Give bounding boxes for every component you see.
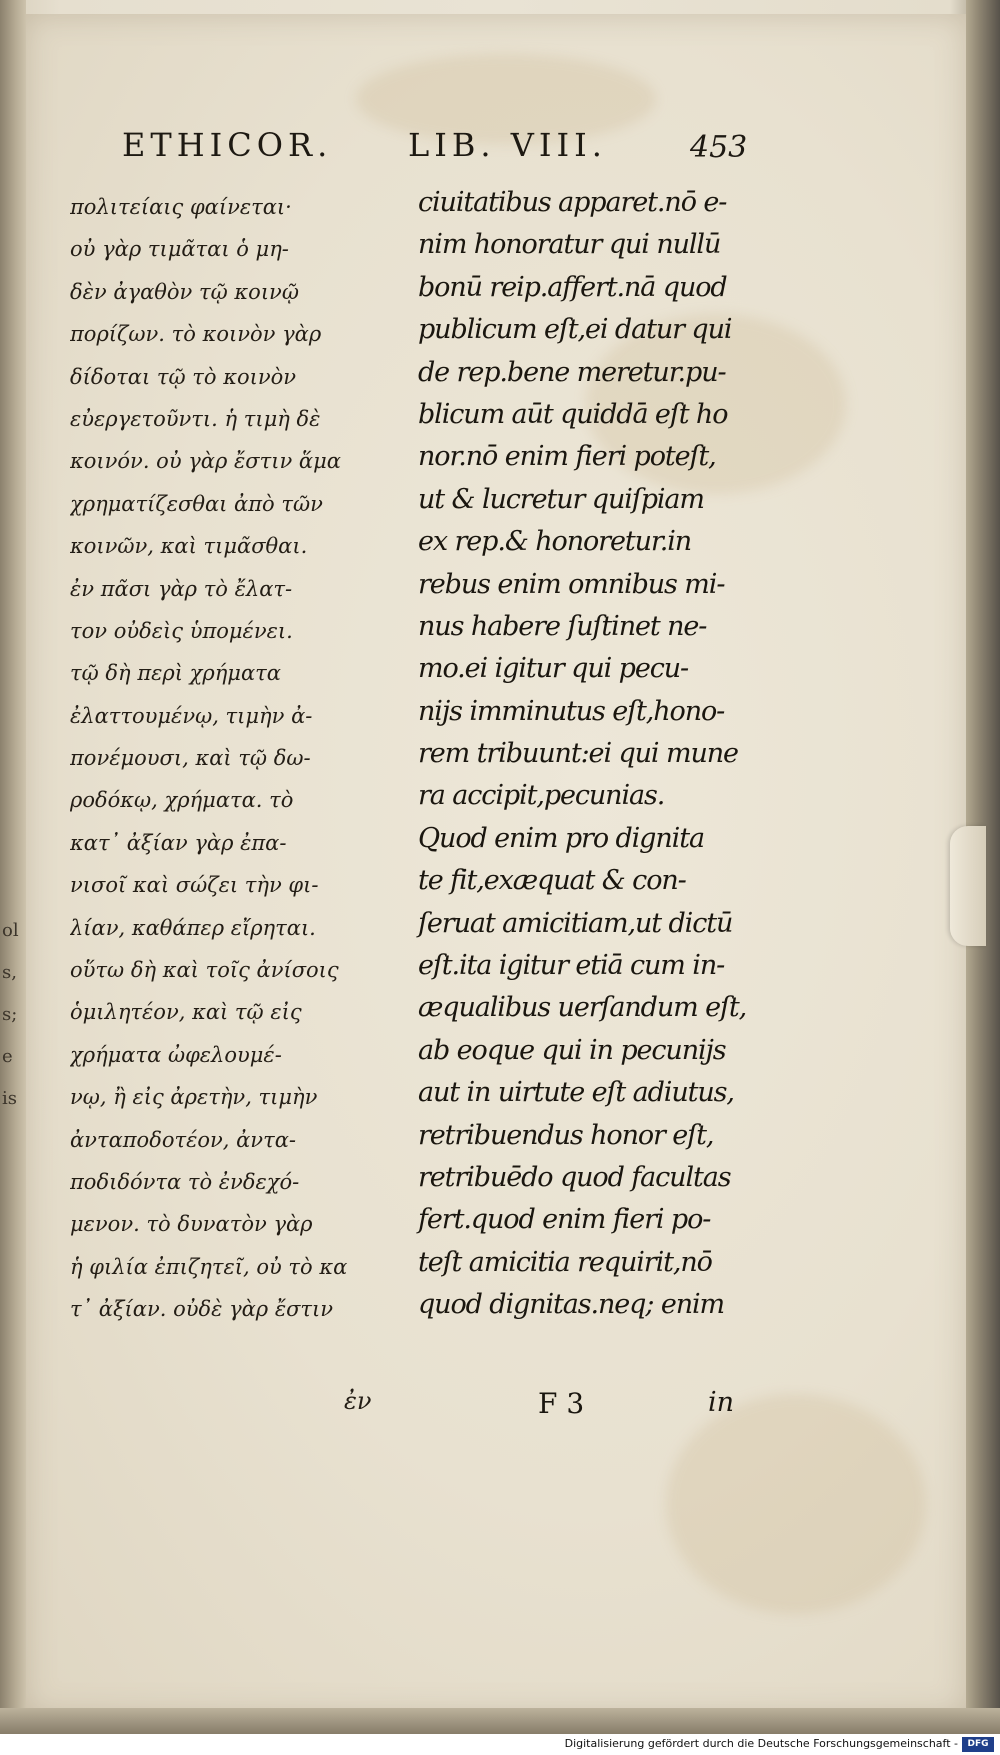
- greek-line: εὐεργετοῦντι. ἡ τιμὴ δὲ: [70, 406, 321, 431]
- latin-line: rebus enim omnibus mi-: [418, 568, 725, 600]
- signature-mark: F 3: [538, 1387, 585, 1420]
- latin-line: aut in uirtute eſt adiutus,: [418, 1077, 734, 1109]
- page-number: 453: [690, 130, 748, 165]
- latin-line: nim honoratur qui nullū: [418, 229, 721, 261]
- latin-line: retribuēdo quod facultas: [418, 1161, 731, 1193]
- dfg-logo: DFG: [962, 1737, 994, 1752]
- gutter-fragment: s,: [2, 962, 17, 983]
- funding-credit: Digitalisierung gefördert durch die Deutsche Forschungsgemeinschaft -: [564, 1737, 958, 1750]
- gutter-fragments: [2, 0, 24, 1755]
- page-tab: [950, 826, 986, 946]
- latin-line: rem tribuunt:ei qui mune: [418, 738, 738, 770]
- latin-line: retribuendus honor eſt,: [418, 1119, 714, 1151]
- latin-text-column: [418, 182, 748, 1327]
- greek-line: λίαν, καθάπερ εἴρηται.: [70, 915, 316, 940]
- greek-line: χρηματίζεσθαι ἀπὸ τῶν: [70, 491, 323, 516]
- greek-line: χρήματα ὠφελουμέ-: [70, 1042, 282, 1067]
- latin-line: ciuitatibus apparet.nō e-: [418, 187, 727, 218]
- greek-line: πολιτείαις φαίνεται·: [70, 195, 292, 219]
- greek-line: ποδιδόντα τὸ ἐνδεχό-: [70, 1169, 300, 1194]
- latin-line: ra accipit,pecunias.: [418, 780, 665, 812]
- book-page: [26, 14, 966, 1714]
- gutter-fragment: e: [2, 1046, 13, 1067]
- gutter-fragment: is: [2, 1088, 17, 1109]
- greek-line: τῷ δὴ περὶ χρήματα: [70, 661, 281, 686]
- latin-line: Quod enim pro dignita: [418, 822, 704, 854]
- gutter-fragment: s;: [2, 1004, 18, 1025]
- greek-line: πονέμουσι, καὶ τῷ δω-: [70, 746, 311, 771]
- greek-line: μενον. τὸ δυνατὸν γὰρ: [70, 1212, 313, 1237]
- latin-line: æqualibus uerſandum eſt,: [418, 992, 747, 1024]
- latin-line: mo.ei igitur qui pecu-: [418, 653, 689, 685]
- greek-line: κοινῶν, καὶ τιμᾶσθαι.: [70, 534, 308, 559]
- greek-line: ἡ φιλία ἐπιζητεῖ, οὐ τὸ κα: [70, 1254, 348, 1279]
- greek-line: οὕτω δὴ καὶ τοῖς ἀνίσοις: [70, 958, 339, 983]
- page-stain: [666, 1394, 926, 1614]
- greek-line: κοινόν. οὐ γὰρ ἔστιν ἅμα: [70, 449, 341, 474]
- latin-line: de rep.bene meretur.pu-: [418, 356, 726, 388]
- latin-line: nus habere ſuſtinet ne-: [418, 610, 707, 642]
- bottom-page-edge: [0, 1708, 1000, 1734]
- latin-line: ex rep.& honoretur.in: [418, 526, 692, 558]
- greek-line: οὐ γὰρ τιμᾶται ὁ μη-: [70, 237, 289, 262]
- greek-line: ἐν πᾶσι γὰρ τὸ ἔλατ-: [70, 576, 293, 601]
- latin-line: blicum aūt quiddā eſt ho: [418, 398, 728, 430]
- greek-line: πορίζων. τὸ κοινὸν γὰρ: [70, 322, 322, 347]
- greek-line: ἀνταποδοτέον, ἀντα-: [70, 1127, 296, 1152]
- digitization-footer: [0, 1734, 1000, 1755]
- greek-line: τ᾿ ἀξίαν. οὐδὲ γὰρ ἔστιν: [70, 1297, 334, 1322]
- latin-line: eſt.ita igitur etiā cum in-: [418, 950, 725, 982]
- latin-line: bonū reip.affert.nā quod: [418, 271, 727, 303]
- greek-line: νῳ, ἢ εἰς ἀρετὴν, τιμὴν: [70, 1085, 318, 1110]
- latin-line: fert.quod enim fieri po-: [418, 1204, 711, 1236]
- greek-line: νισοῖ καὶ σώζει τὴν φι-: [70, 873, 319, 898]
- greek-line: τον οὐδεὶς ὑπομένει.: [70, 618, 293, 643]
- latin-line: quod dignitas.neq; enim: [418, 1289, 725, 1321]
- greek-line: ροδόκῳ, χρήματα. τὸ: [70, 788, 294, 813]
- running-head-title: ETHICOR.: [122, 126, 333, 164]
- greek-line: δίδοται τῷ τὸ κοινὸν: [70, 364, 297, 389]
- latin-line: ab eoque qui in pecunijs: [418, 1034, 726, 1066]
- greek-line: δὲν ἀγαθὸν τῷ κοινῷ: [70, 279, 299, 304]
- gutter-fragment: ol: [2, 920, 19, 941]
- latin-line: nor.nō enim fieri poteſt,: [418, 441, 716, 473]
- running-head-book: LIB. VIII.: [408, 126, 607, 164]
- greek-line: ὁμιλητέον, καὶ τῷ εἰς: [70, 1000, 302, 1025]
- latin-line: te fit,exæquat & con-: [418, 865, 686, 897]
- latin-line: ut & lucretur quiſpiam: [418, 483, 704, 515]
- latin-line: publicum eſt,ei datur qui: [418, 314, 732, 346]
- latin-line: ſeruat amicitiam,ut dictū: [418, 907, 733, 939]
- greek-catchword: ἐν: [344, 1387, 372, 1415]
- greek-line: ἐλαττουμένῳ, τιμὴν ἀ-: [70, 703, 313, 728]
- latin-line: teſt amicitia requirit,nō: [418, 1246, 712, 1278]
- greek-line: κατ᾿ ἀξίαν γὰρ ἐπα-: [70, 830, 287, 855]
- latin-catchword: in: [708, 1387, 735, 1418]
- latin-line: nijs imminutus eſt,hono-: [418, 695, 725, 727]
- greek-text-column: [70, 186, 388, 1331]
